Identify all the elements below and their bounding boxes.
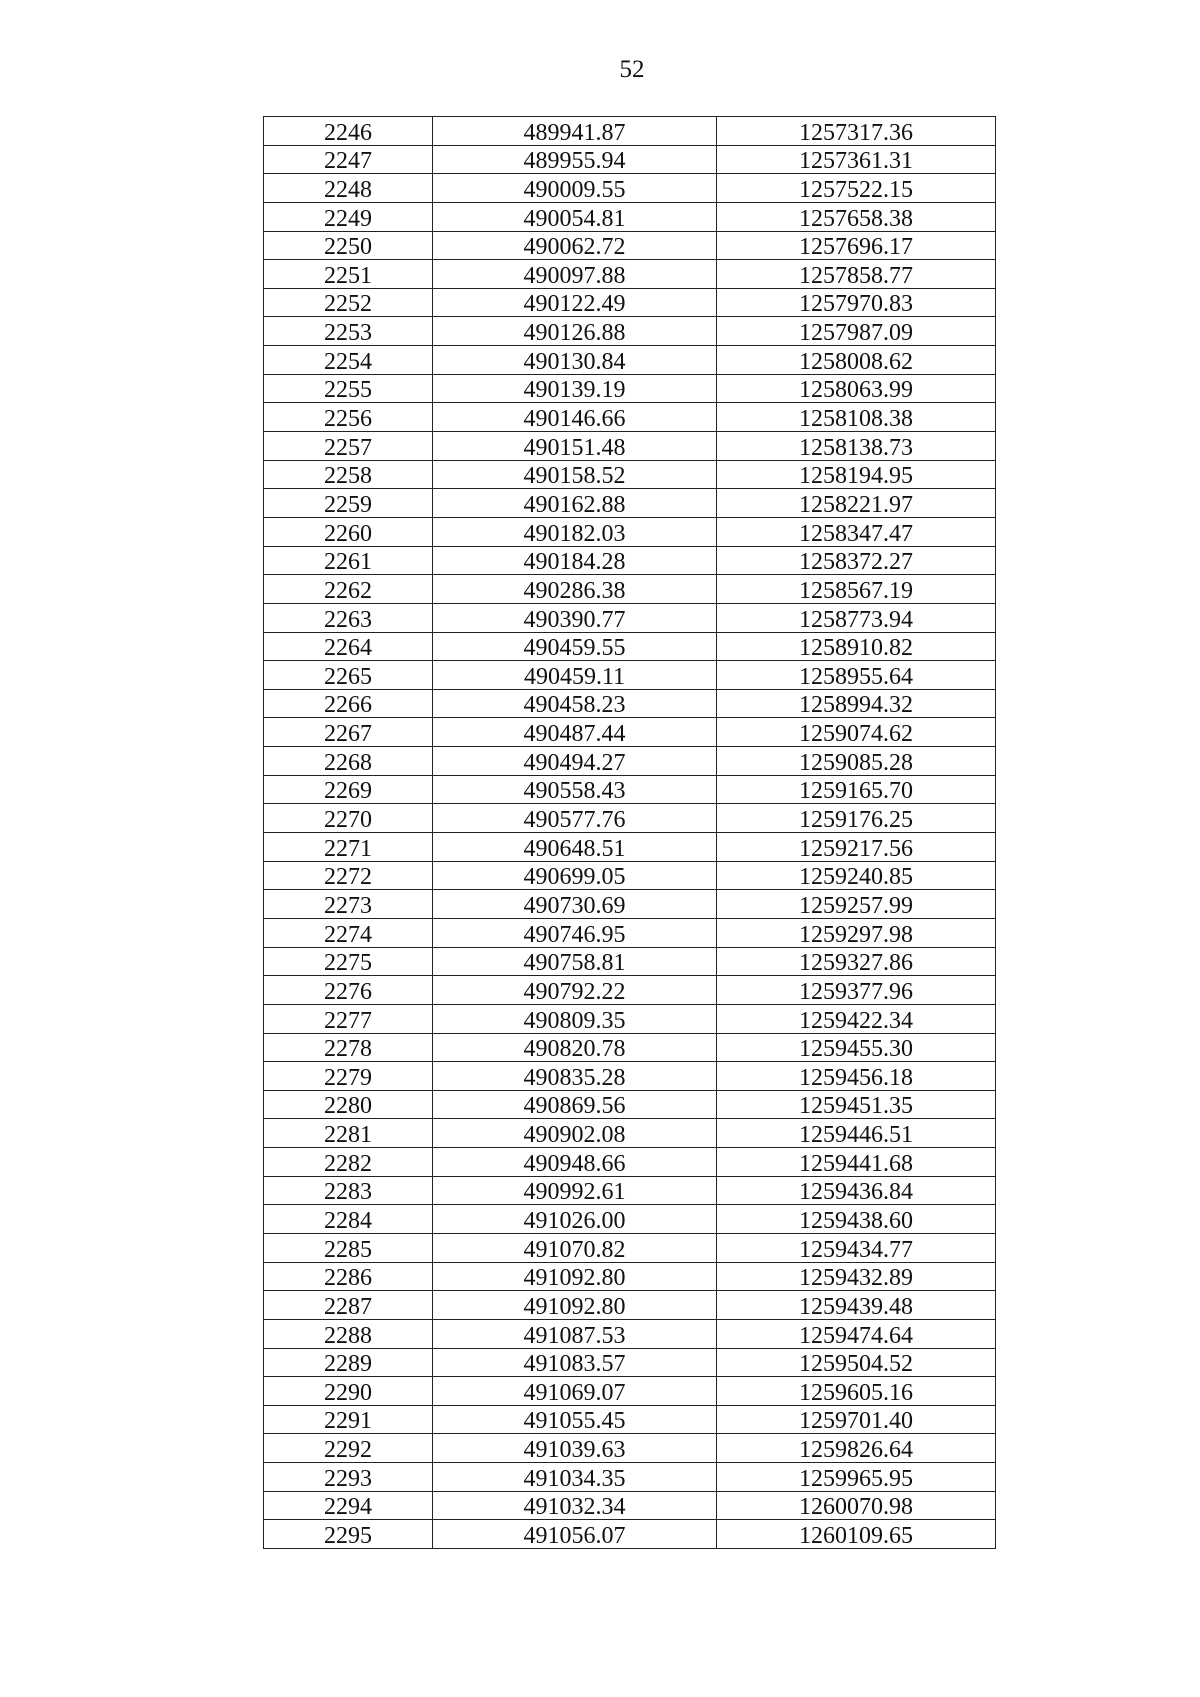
point-number-cell: 2286: [264, 1262, 433, 1291]
point-number-cell: 2282: [264, 1148, 433, 1177]
point-number-cell: 2275: [264, 947, 433, 976]
x-coordinate-cell: 490835.28: [433, 1062, 717, 1091]
page-number: 52: [619, 56, 645, 83]
table-row: [264, 546, 996, 575]
table-row: [264, 202, 996, 231]
coordinates-table: [263, 116, 996, 1549]
point-number-cell: 2249: [264, 202, 433, 231]
y-coordinate-cell: 1259456.18: [717, 1062, 996, 1091]
table-row: [264, 1148, 996, 1177]
y-coordinate-cell: 1257858.77: [717, 260, 996, 289]
x-coordinate-cell: 490459.55: [433, 632, 717, 661]
y-coordinate-cell: 1259826.64: [717, 1434, 996, 1463]
point-number-cell: 2261: [264, 546, 433, 575]
x-coordinate-cell: 490459.11: [433, 661, 717, 690]
point-number-cell: 2260: [264, 517, 433, 546]
y-coordinate-cell: 1259446.51: [717, 1119, 996, 1148]
point-number-cell: 2281: [264, 1119, 433, 1148]
y-coordinate-cell: 1259504.52: [717, 1348, 996, 1377]
y-coordinate-cell: 1259451.35: [717, 1090, 996, 1119]
y-coordinate-cell: 1259474.64: [717, 1319, 996, 1348]
y-coordinate-cell: 1257987.09: [717, 317, 996, 346]
y-coordinate-cell: 1260070.98: [717, 1491, 996, 1520]
y-coordinate-cell: 1258063.99: [717, 374, 996, 403]
table-row: [264, 861, 996, 890]
table-row: [264, 918, 996, 947]
table-row: [264, 145, 996, 174]
y-coordinate-cell: 1258773.94: [717, 603, 996, 632]
y-coordinate-cell: 1259165.70: [717, 775, 996, 804]
x-coordinate-cell: 490130.84: [433, 346, 717, 375]
y-coordinate-cell: 1259240.85: [717, 861, 996, 890]
table-row: [264, 718, 996, 747]
table-row: [264, 1434, 996, 1463]
y-coordinate-cell: 1258347.47: [717, 517, 996, 546]
x-coordinate-cell: 491070.82: [433, 1233, 717, 1262]
y-coordinate-cell: 1258138.73: [717, 432, 996, 461]
table-row: [264, 1463, 996, 1492]
y-coordinate-cell: 1259701.40: [717, 1405, 996, 1434]
y-coordinate-cell: 1258955.64: [717, 661, 996, 690]
table-row: [264, 1205, 996, 1234]
point-number-cell: 2279: [264, 1062, 433, 1091]
y-coordinate-cell: 1259441.68: [717, 1148, 996, 1177]
point-number-cell: 2278: [264, 1033, 433, 1062]
x-coordinate-cell: 490494.27: [433, 747, 717, 776]
point-number-cell: 2265: [264, 661, 433, 690]
y-coordinate-cell: 1257658.38: [717, 202, 996, 231]
x-coordinate-cell: 490182.03: [433, 517, 717, 546]
x-coordinate-cell: 490487.44: [433, 718, 717, 747]
y-coordinate-cell: 1259085.28: [717, 747, 996, 776]
point-number-cell: 2269: [264, 775, 433, 804]
table-row: [264, 403, 996, 432]
x-coordinate-cell: 490054.81: [433, 202, 717, 231]
table-row: [264, 1262, 996, 1291]
y-coordinate-cell: 1259439.48: [717, 1291, 996, 1320]
coordinates-table-body: [264, 117, 996, 1549]
x-coordinate-cell: 489941.87: [433, 117, 717, 146]
table-row: [264, 804, 996, 833]
point-number-cell: 2273: [264, 890, 433, 919]
point-number-cell: 2258: [264, 460, 433, 489]
point-number-cell: 2247: [264, 145, 433, 174]
table-row: [264, 1520, 996, 1549]
x-coordinate-cell: 490699.05: [433, 861, 717, 890]
point-number-cell: 2263: [264, 603, 433, 632]
y-coordinate-cell: 1257970.83: [717, 288, 996, 317]
x-coordinate-cell: 491069.07: [433, 1377, 717, 1406]
y-coordinate-cell: 1258372.27: [717, 546, 996, 575]
table-row: [264, 689, 996, 718]
table-row: [264, 231, 996, 260]
point-number-cell: 2266: [264, 689, 433, 718]
point-number-cell: 2291: [264, 1405, 433, 1434]
table-row: [264, 1004, 996, 1033]
x-coordinate-cell: 490730.69: [433, 890, 717, 919]
point-number-cell: 2248: [264, 174, 433, 203]
x-coordinate-cell: 491034.35: [433, 1463, 717, 1492]
x-coordinate-cell: 490820.78: [433, 1033, 717, 1062]
y-coordinate-cell: 1258910.82: [717, 632, 996, 661]
x-coordinate-cell: 490758.81: [433, 947, 717, 976]
x-coordinate-cell: 490139.19: [433, 374, 717, 403]
table-row: [264, 288, 996, 317]
point-number-cell: 2251: [264, 260, 433, 289]
point-number-cell: 2284: [264, 1205, 433, 1234]
point-number-cell: 2246: [264, 117, 433, 146]
x-coordinate-cell: 490648.51: [433, 833, 717, 862]
y-coordinate-cell: 1257522.15: [717, 174, 996, 203]
x-coordinate-cell: 490809.35: [433, 1004, 717, 1033]
y-coordinate-cell: 1257696.17: [717, 231, 996, 260]
y-coordinate-cell: 1259327.86: [717, 947, 996, 976]
x-coordinate-cell: 491092.80: [433, 1291, 717, 1320]
x-coordinate-cell: 490746.95: [433, 918, 717, 947]
table-row: [264, 976, 996, 1005]
x-coordinate-cell: 490577.76: [433, 804, 717, 833]
y-coordinate-cell: 1258221.97: [717, 489, 996, 518]
table-row: [264, 432, 996, 461]
table-row: [264, 374, 996, 403]
y-coordinate-cell: 1257317.36: [717, 117, 996, 146]
point-number-cell: 2294: [264, 1491, 433, 1520]
x-coordinate-cell: 490948.66: [433, 1148, 717, 1177]
x-coordinate-cell: 490158.52: [433, 460, 717, 489]
table-row: [264, 1062, 996, 1091]
point-number-cell: 2264: [264, 632, 433, 661]
y-coordinate-cell: 1259297.98: [717, 918, 996, 947]
y-coordinate-cell: 1259455.30: [717, 1033, 996, 1062]
point-number-cell: 2270: [264, 804, 433, 833]
table-row: [264, 575, 996, 604]
table-row: [264, 174, 996, 203]
table-row: [264, 1119, 996, 1148]
y-coordinate-cell: 1258108.38: [717, 403, 996, 432]
point-number-cell: 2280: [264, 1090, 433, 1119]
point-number-cell: 2287: [264, 1291, 433, 1320]
table-row: [264, 603, 996, 632]
table-row: [264, 1176, 996, 1205]
table-row: [264, 1491, 996, 1520]
y-coordinate-cell: 1259422.34: [717, 1004, 996, 1033]
table-row: [264, 1033, 996, 1062]
table-row: [264, 260, 996, 289]
x-coordinate-cell: 490146.66: [433, 403, 717, 432]
table-row: [264, 833, 996, 862]
x-coordinate-cell: 490992.61: [433, 1176, 717, 1205]
y-coordinate-cell: 1259257.99: [717, 890, 996, 919]
x-coordinate-cell: 490062.72: [433, 231, 717, 260]
y-coordinate-cell: 1258194.95: [717, 460, 996, 489]
point-number-cell: 2257: [264, 432, 433, 461]
y-coordinate-cell: 1257361.31: [717, 145, 996, 174]
table-row: [264, 947, 996, 976]
table-row: [264, 661, 996, 690]
x-coordinate-cell: 489955.94: [433, 145, 717, 174]
x-coordinate-cell: 491032.34: [433, 1491, 717, 1520]
table-row: [264, 317, 996, 346]
x-coordinate-cell: 491083.57: [433, 1348, 717, 1377]
x-coordinate-cell: 490097.88: [433, 260, 717, 289]
point-number-cell: 2253: [264, 317, 433, 346]
point-number-cell: 2256: [264, 403, 433, 432]
table-row: [264, 1291, 996, 1320]
y-coordinate-cell: 1258567.19: [717, 575, 996, 604]
x-coordinate-cell: 491056.07: [433, 1520, 717, 1549]
table-row: [264, 1319, 996, 1348]
x-coordinate-cell: 490902.08: [433, 1119, 717, 1148]
table-row: [264, 1377, 996, 1406]
y-coordinate-cell: 1259438.60: [717, 1205, 996, 1234]
x-coordinate-cell: 490184.28: [433, 546, 717, 575]
x-coordinate-cell: 490869.56: [433, 1090, 717, 1119]
y-coordinate-cell: 1259965.95: [717, 1463, 996, 1492]
point-number-cell: 2254: [264, 346, 433, 375]
y-coordinate-cell: 1260109.65: [717, 1520, 996, 1549]
point-number-cell: 2272: [264, 861, 433, 890]
x-coordinate-cell: 491026.00: [433, 1205, 717, 1234]
y-coordinate-cell: 1259176.25: [717, 804, 996, 833]
point-number-cell: 2283: [264, 1176, 433, 1205]
point-number-cell: 2285: [264, 1233, 433, 1262]
x-coordinate-cell: 491055.45: [433, 1405, 717, 1434]
table-row: [264, 117, 996, 146]
point-number-cell: 2271: [264, 833, 433, 862]
point-number-cell: 2289: [264, 1348, 433, 1377]
y-coordinate-cell: 1259432.89: [717, 1262, 996, 1291]
point-number-cell: 2250: [264, 231, 433, 260]
table-row: [264, 890, 996, 919]
table-row: [264, 460, 996, 489]
point-number-cell: 2293: [264, 1463, 433, 1492]
y-coordinate-cell: 1259434.77: [717, 1233, 996, 1262]
x-coordinate-cell: 490126.88: [433, 317, 717, 346]
x-coordinate-cell: 490151.48: [433, 432, 717, 461]
point-number-cell: 2288: [264, 1319, 433, 1348]
point-number-cell: 2295: [264, 1520, 433, 1549]
point-number-cell: 2290: [264, 1377, 433, 1406]
table-row: [264, 489, 996, 518]
table-row: [264, 747, 996, 776]
x-coordinate-cell: 491087.53: [433, 1319, 717, 1348]
point-number-cell: 2262: [264, 575, 433, 604]
table-row: [264, 632, 996, 661]
point-number-cell: 2276: [264, 976, 433, 1005]
x-coordinate-cell: 490009.55: [433, 174, 717, 203]
point-number-cell: 2274: [264, 918, 433, 947]
x-coordinate-cell: 490458.23: [433, 689, 717, 718]
y-coordinate-cell: 1258994.32: [717, 689, 996, 718]
point-number-cell: 2255: [264, 374, 433, 403]
x-coordinate-cell: 491092.80: [433, 1262, 717, 1291]
x-coordinate-cell: 490390.77: [433, 603, 717, 632]
x-coordinate-cell: 490558.43: [433, 775, 717, 804]
y-coordinate-cell: 1258008.62: [717, 346, 996, 375]
point-number-cell: 2268: [264, 747, 433, 776]
y-coordinate-cell: 1259436.84: [717, 1176, 996, 1205]
point-number-cell: 2259: [264, 489, 433, 518]
table-row: [264, 346, 996, 375]
table-row: [264, 1090, 996, 1119]
table-row: [264, 1348, 996, 1377]
x-coordinate-cell: 490122.49: [433, 288, 717, 317]
x-coordinate-cell: 490286.38: [433, 575, 717, 604]
point-number-cell: 2267: [264, 718, 433, 747]
x-coordinate-cell: 490792.22: [433, 976, 717, 1005]
point-number-cell: 2252: [264, 288, 433, 317]
y-coordinate-cell: 1259074.62: [717, 718, 996, 747]
x-coordinate-cell: 491039.63: [433, 1434, 717, 1463]
y-coordinate-cell: 1259605.16: [717, 1377, 996, 1406]
table-row: [264, 775, 996, 804]
point-number-cell: 2292: [264, 1434, 433, 1463]
point-number-cell: 2277: [264, 1004, 433, 1033]
x-coordinate-cell: 490162.88: [433, 489, 717, 518]
table-row: [264, 1405, 996, 1434]
y-coordinate-cell: 1259377.96: [717, 976, 996, 1005]
y-coordinate-cell: 1259217.56: [717, 833, 996, 862]
table-row: [264, 1233, 996, 1262]
table-row: [264, 517, 996, 546]
